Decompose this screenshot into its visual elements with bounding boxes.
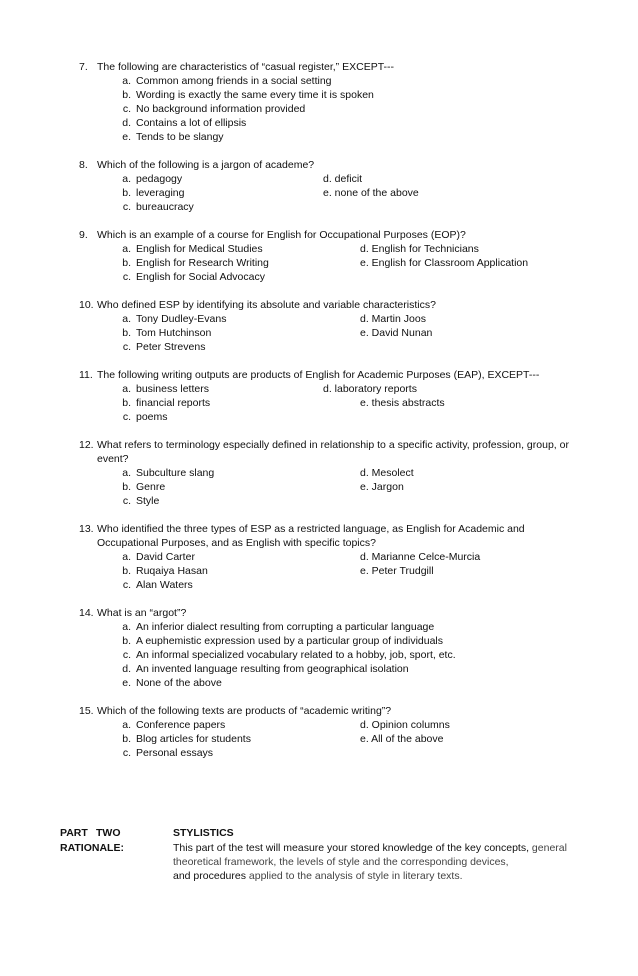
rationale-text: applied to the analysis of style in literary texts. [245,870,463,882]
option-text: leveraging [136,187,185,199]
rationale-text: general [529,842,567,854]
part-number: TWO [96,827,121,839]
option-right: e. Jargon [360,481,404,493]
option-letter: b. [122,327,131,339]
option-letter: a. [122,75,131,87]
option-letter: c. [122,341,131,353]
rationale-line [173,869,463,883]
question-number: 14. [79,607,94,619]
option-text: Style [136,495,160,507]
option-text: An invented language resulting from geographical isolation [136,663,409,675]
option-text: Tom Hutchinson [136,327,212,339]
option-right: e. David Nunan [360,327,433,339]
option-right: e. All of the above [360,733,444,745]
option-letter: c. [122,271,131,283]
option-text: Contains a lot of ellipsis [136,117,247,129]
option-right: d. Opinion columns [360,719,450,731]
option-letter: c. [122,579,131,591]
rationale-line: theoretical framework, the levels of style and the corresponding devices, [173,856,509,868]
option-text: David Carter [136,551,195,563]
question-text: The following writing outputs are products of English for Academic Purposes (EAP), EXCEPT--- [97,369,540,381]
question-text: What is an “argot”? [97,607,187,619]
question-number: 15. [79,705,94,717]
option-text: An inferior dialect resulting from corrupting a particular language [136,621,435,633]
option-text: Common among friends in a social setting [136,75,332,87]
question-number: 9. [79,229,88,241]
option-right: e. none of the above [323,187,419,199]
option-letter: a. [122,173,131,185]
option-letter: b. [122,733,131,745]
option-letter: a. [122,551,131,563]
question-number: 10. [79,299,94,311]
option-text: Wording is exactly the same every time it is spoken [136,89,374,101]
option-letter: c. [122,747,131,759]
option-right: e. Peter Trudgill [360,565,434,577]
option-letter: b. [122,481,131,493]
option-text: business letters [136,383,209,395]
option-letter: e. [122,677,131,689]
option-text: Ruqaiya Hasan [136,565,208,577]
question-text: The following are characteristics of “casual register,” EXCEPT--- [97,61,395,73]
option-letter: b. [122,257,131,269]
rationale-line [173,841,567,855]
question-text: Who defined ESP by identifying its absolute and variable characteristics? [97,299,436,311]
option-text: Blog articles for students [136,733,251,745]
rationale-text: and procedures [173,870,246,882]
question-text: Who identified the three types of ESP as a restricted language, as English for Academic and Occupational Purposes, and as English with specific topics? [97,523,525,549]
option-letter: c. [122,411,131,423]
option-text: Conference papers [136,719,226,731]
option-text: English for Social Advocacy [136,271,265,283]
question-13 [79,522,528,550]
option-right: d. laboratory reports [323,383,417,395]
option-text: bureaucracy [136,201,194,213]
option-text: Genre [136,481,166,493]
option-text: English for Research Writing [136,257,269,269]
rationale-text: This part of the test will measure your stored knowledge of the key concepts, [173,842,530,854]
option-right: e. English for Classroom Application [360,257,529,269]
question-text: Which of the following is a jargon of academe? [97,159,315,171]
question-text: Which of the following texts are products of “academic writing”? [97,705,392,717]
option-text: Subculture slang [136,467,215,479]
question-number: 12. [79,439,94,451]
rationale-label: RATIONALE: [60,842,124,854]
option-letter: c. [122,201,131,213]
option-right: e. thesis abstracts [360,397,445,409]
option-letter: a. [122,467,131,479]
question-number: 7. [79,61,88,73]
option-text: An informal specialized vocabulary related to a hobby, job, sport, etc. [136,649,456,661]
option-letter: a. [122,719,131,731]
option-letter: b. [122,187,131,199]
option-right: d. Martin Joos [360,313,426,325]
option-letter: d. [122,117,131,129]
option-text: No background information provided [136,103,306,115]
option-letter: a. [122,383,131,395]
option-right: d. Mesolect [360,467,414,479]
option-text: poems [136,411,168,423]
option-text: Personal essays [136,747,214,759]
option-letter: b. [122,397,131,409]
question-number: 13. [79,523,94,535]
option-letter: d. [122,663,131,675]
question-text: Which is an example of a course for English for Occupational Purposes (EOP)? [97,229,466,241]
section-title: STYLISTICS [173,827,234,839]
option-text: Tends to be slangy [136,131,224,143]
part-label: PART [60,827,88,839]
question-text: What refers to terminology especially defined in relationship to a specific activity, profession, group, or event? [97,439,569,465]
option-text: English for Medical Studies [136,243,263,255]
option-letter: c. [122,103,131,115]
option-text: None of the above [136,677,222,689]
option-letter: b. [122,635,131,647]
option-text: Tony Dudley-Evans [136,313,227,325]
option-letter: b. [122,89,131,101]
option-text: pedagogy [136,173,183,185]
question-12 [79,438,582,466]
option-text: A euphemistic expression used by a particular group of individuals [136,635,444,647]
question-number: 11. [79,369,93,381]
question-number: 8. [79,159,88,171]
option-text: Alan Waters [136,579,193,591]
option-text: Peter Strevens [136,341,206,353]
option-letter: a. [122,243,131,255]
option-letter: b. [122,565,131,577]
option-letter: e. [122,131,131,143]
option-right: d. Marianne Celce-Murcia [360,551,481,563]
option-letter: a. [122,313,131,325]
option-right: d. deficit [323,173,363,185]
option-right: d. English for Technicians [360,243,479,255]
option-text: financial reports [136,397,211,409]
option-letter: c. [122,649,131,661]
option-letter: a. [122,621,131,633]
option-letter: c. [122,495,131,507]
